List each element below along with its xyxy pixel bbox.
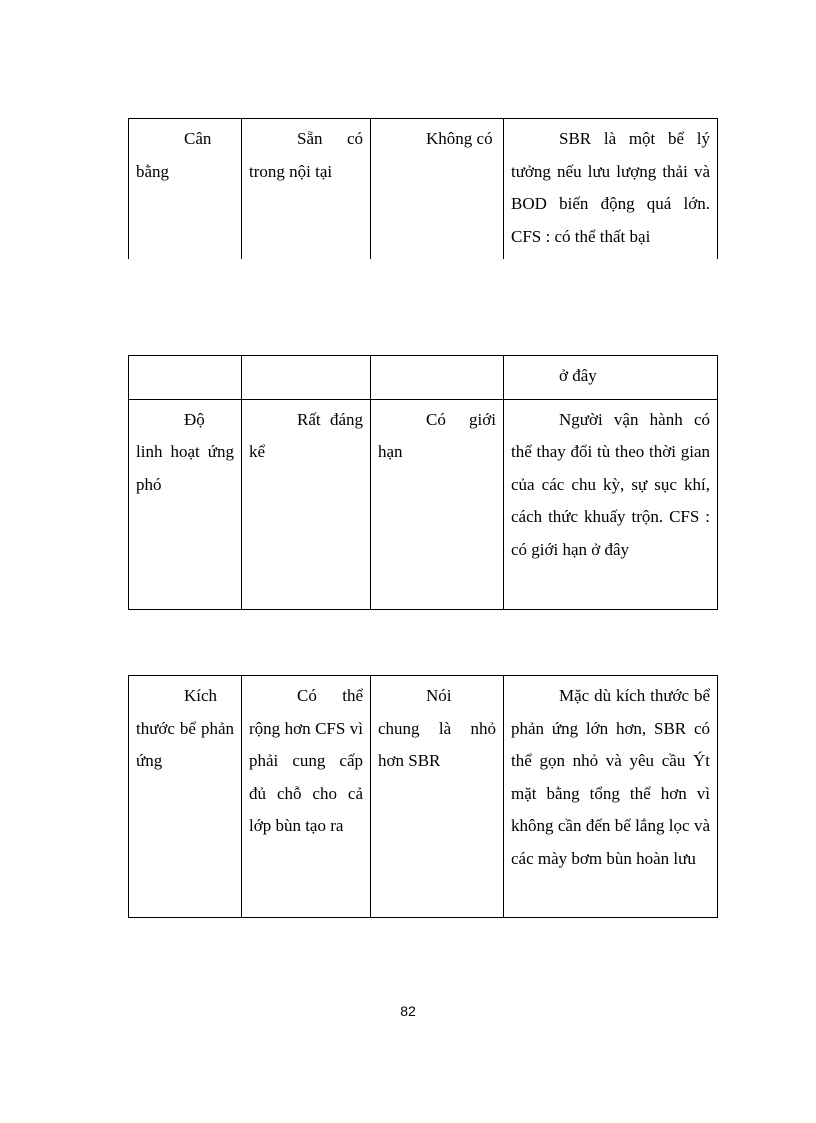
table-cell: Nói chung là nhỏ hơn SBR bbox=[371, 676, 504, 918]
table-cell: Có thể rộng hơn CFS vì phải cung cấp đủ chỗ cho cả lớp bùn tạo ra bbox=[242, 676, 371, 918]
table-cell: Kích thước bể phản ứng bbox=[129, 676, 242, 918]
table-cell: Không có bbox=[371, 119, 504, 260]
table-row bbox=[129, 119, 718, 260]
table-row bbox=[129, 399, 718, 609]
table-cell: SBR là một bể lý tưởng nếu lưu lượng thải và BOD biến động quá lớn. CFS : có thể thất bại bbox=[504, 119, 718, 260]
comparison-table-part-1 bbox=[128, 118, 718, 259]
table-cell: Sẵn có trong nội tại bbox=[242, 119, 371, 260]
table-cell: Mặc dù kích thước bể phản ứng lớn hơn, SBR có thể gọn nhỏ và yêu cầu Ýt mặt bằng tổng thể hơn vì không cần đến bể lắng lọc và các mày bơm bùn hoàn lưu bbox=[504, 676, 718, 918]
table-row bbox=[129, 356, 718, 400]
comparison-table-part-3 bbox=[128, 675, 718, 918]
table-row bbox=[129, 676, 718, 918]
table-cell: ở đây bbox=[504, 356, 718, 400]
comparison-table-part-2 bbox=[128, 355, 718, 610]
table-cell bbox=[129, 356, 242, 400]
table-cell: Độ linh hoạt ứng phó bbox=[129, 399, 242, 609]
table-cell: Cân bằng bbox=[129, 119, 242, 260]
table-cell bbox=[371, 356, 504, 400]
table-cell bbox=[242, 356, 371, 400]
table-cell: Người vận hành có thể thay đổi tù theo thời gian của các chu kỳ, sự sục khí, cách thức khuấy trộn. CFS : có giới hạn ở đây bbox=[504, 399, 718, 609]
table-cell: Rất đáng kể bbox=[242, 399, 371, 609]
page-number: 82 bbox=[400, 1003, 416, 1019]
table-cell: Có giới hạn bbox=[371, 399, 504, 609]
